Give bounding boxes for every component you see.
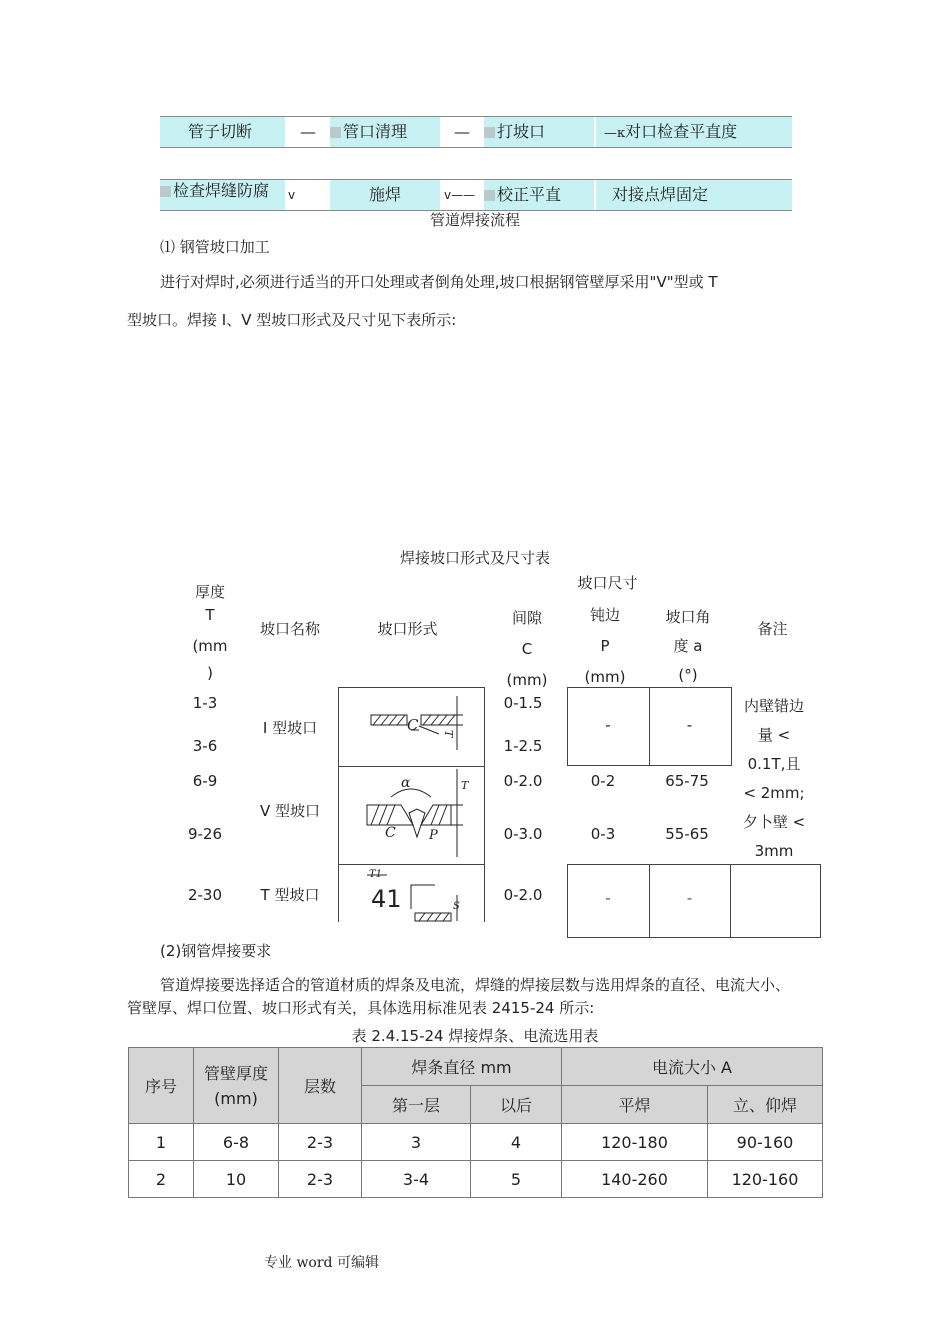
blunt-value: 0-3 — [590, 825, 616, 843]
label-alpha: α — [401, 775, 411, 791]
header-flat: 平焊 — [562, 1086, 708, 1124]
flow-step: 校正平直 — [484, 180, 594, 210]
header-thickness: 厚度 T (mm ) — [192, 583, 228, 682]
thickness-value: 1-3 — [192, 694, 218, 712]
groove-name-v: V 型坡口 — [259, 802, 321, 820]
flow-step: 打坡口 — [484, 117, 594, 147]
header-size-group: 坡口尺寸 — [577, 574, 638, 592]
header-name: 坡口名称 — [259, 620, 320, 638]
header-no: 序号 — [129, 1048, 194, 1124]
thickness-value: 2-30 — [187, 886, 223, 904]
flow-step: 施焊 — [330, 180, 440, 210]
square-icon — [484, 127, 495, 138]
table-cell: 4 — [471, 1124, 562, 1161]
table-cell: 1 — [129, 1124, 194, 1161]
table-cell: 90-160 — [708, 1124, 823, 1161]
table-cell: 3 — [362, 1124, 471, 1161]
square-icon — [330, 127, 341, 138]
flow-arrow: v — [288, 188, 296, 202]
label-s: S — [453, 901, 460, 912]
header-diameter: 焊条直径 mm — [362, 1048, 562, 1086]
header-layers: 层数 — [279, 1048, 362, 1124]
square-icon — [484, 190, 495, 201]
electrode-table-title: 表 2.4.15-24 焊接焊条、电流选用表 — [351, 1027, 599, 1045]
paragraph-line: 型坡口。焊接 I、V 型坡口形式及尺寸见下表所示: — [127, 311, 457, 329]
flow-step: 对接点焊固定 — [596, 180, 792, 210]
header-first-layer: 第一层 — [362, 1086, 471, 1124]
header-gap: 间隙 C (mm) — [506, 609, 548, 689]
v-groove-sketch — [339, 767, 484, 864]
label-t: T — [442, 730, 455, 738]
angle-value: 65-75 — [665, 772, 709, 790]
sketch-border — [484, 687, 485, 922]
flow-arrow: — — [454, 122, 470, 141]
t-groove-sketch — [339, 865, 484, 922]
table-cell: 10 — [194, 1161, 279, 1198]
table-row — [129, 1161, 823, 1198]
header-remark: 备注 — [757, 620, 788, 638]
flow-row-1 — [160, 116, 792, 148]
label-c: C — [385, 825, 396, 841]
flow-arrow: —κ — [604, 126, 626, 141]
label-41: 41 — [371, 885, 402, 913]
square-icon — [160, 186, 171, 197]
paragraph-line: 管壁厚、焊口位置、坡口形式有关，具体选用标准见表 2415-24 所示: — [127, 999, 595, 1017]
remark-cell — [730, 864, 821, 938]
gap-value: 0-2.0 — [503, 886, 543, 904]
groove-name-i: I 型坡口 — [262, 719, 318, 737]
table-cell: 140-260 — [562, 1161, 708, 1198]
thickness-value: 6-9 — [192, 772, 218, 790]
i-groove-sketch — [339, 688, 484, 766]
footer-text: 专业 word 可编辑 — [264, 1255, 379, 1271]
groove-table-title: 焊接坡口形式及尺寸表 — [399, 549, 550, 567]
table-row — [129, 1124, 823, 1161]
gap-value: 0-2.0 — [503, 772, 543, 790]
table-cell: 6-8 — [194, 1124, 279, 1161]
flow-step: 管子切断 — [160, 117, 285, 147]
section-heading: ⑴ 钢管坡口加工 — [160, 238, 270, 256]
flow-step: —κ对口检查平直度 — [596, 117, 792, 147]
table-cell: 3-4 — [362, 1161, 471, 1198]
blunt-value: 0-2 — [590, 772, 616, 790]
flow-step: 管口清理 — [330, 117, 440, 147]
gap-value: 0-1.5 — [503, 694, 543, 712]
table-cell: 120-180 — [562, 1124, 708, 1161]
section-heading: (2)钢管焊接要求 — [160, 942, 272, 960]
label-p: P — [429, 828, 438, 843]
gap-value: 1-2.5 — [503, 737, 543, 755]
dash-value: - — [605, 716, 611, 734]
flow-arrow: v—— — [444, 188, 476, 202]
gap-value: 0-3.0 — [503, 825, 543, 843]
label-t1: T1 — [369, 869, 383, 880]
header-after: 以后 — [471, 1086, 562, 1124]
groove-name-t: T 型坡口 — [260, 886, 320, 904]
dash-value: - — [686, 889, 693, 907]
table-cell: 2-3 — [279, 1161, 362, 1198]
dash-value: - — [605, 889, 611, 907]
thickness-value: 3-6 — [192, 737, 218, 755]
header-form: 坡口形式 — [377, 620, 438, 638]
label-c: C — [407, 716, 419, 734]
table-cell: 2 — [129, 1161, 194, 1198]
paragraph-line: 进行对焊时,必须进行适当的开口处理或者倒角处理,坡口根据钢管壁厚采用"V"型或 T — [160, 273, 718, 291]
table-cell: 120-160 — [708, 1161, 823, 1198]
flow-arrow: — — [300, 122, 316, 141]
electrode-table — [128, 1047, 823, 1198]
header-wall: 管壁厚度 (mm) — [194, 1048, 279, 1124]
flow-step: 检查焊缝防腐 — [160, 180, 285, 210]
header-angle: 坡口角 度 a (°) — [665, 608, 711, 684]
table-cell: 5 — [471, 1161, 562, 1198]
paragraph-line: 管道焊接要选择适合的管道材质的焊条及电流，焊缝的焊接层数与选用焊条的直径、电流大小、 — [160, 976, 791, 994]
flow-caption: 管道焊接流程 — [429, 211, 520, 229]
angle-value: 55-65 — [665, 825, 709, 843]
thickness-value: 9-26 — [187, 825, 223, 843]
remark-text: 内壁错边 量 < 0.1T,且 < 2mm; 夕卜壁 < 3mm — [742, 697, 806, 860]
header-current: 电流大小 A — [562, 1048, 823, 1086]
flow-row-2 — [160, 179, 792, 211]
label-t: T — [461, 779, 469, 792]
table-cell: 2-3 — [279, 1124, 362, 1161]
dash-value: - — [686, 716, 693, 734]
header-vertical: 立、仰焊 — [708, 1086, 823, 1124]
header-blunt: 钝边 P (mm) — [584, 606, 626, 686]
